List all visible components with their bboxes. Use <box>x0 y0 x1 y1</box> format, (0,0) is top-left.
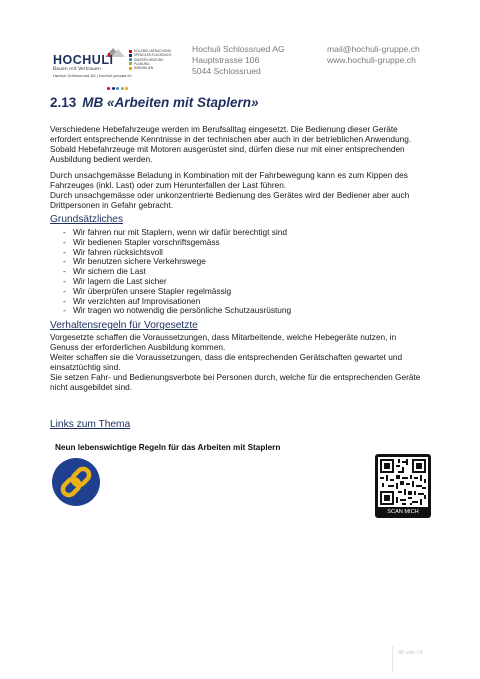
text-line: Durch unsachgemässe oder unkonzentrierte Bedienung des Gerätes wird der Bediener aber auch <box>50 190 410 200</box>
logo-service: HOLZBAU-BEDACHUNG <box>129 49 171 53</box>
list-item: - Wir tragen wo notwendig die persönliche Schutzausrüstung <box>63 305 292 316</box>
logo-wordmark: HOCHULI <box>53 53 114 67</box>
qr-code-card[interactable] <box>375 454 431 518</box>
page-number: 40 von 74 <box>398 650 423 656</box>
list-item: - Wir lagern die Last sicher <box>63 275 167 286</box>
logo-tagline: Bauen mit Vertrauen <box>53 67 101 72</box>
chain-link-icon[interactable] <box>51 457 101 507</box>
text-line: Vorgesetzte schaffen die Voraussetzungen, dass Mitarbeitende, welche Hebegeräte nutzen, in <box>50 332 397 342</box>
text-line: Verschiedene Hebefahrzeuge werden im Berufsalltag eingesetzt. Die Bedienung dieser Geräte <box>50 124 398 134</box>
section-heading <box>50 95 259 110</box>
text-line: Fahrzeuges (inkl. Last) oder zum Herunterfallen der Last führen. <box>50 180 287 190</box>
principles-heading: Grundsätzliches <box>50 214 124 225</box>
list-item: - Wir verzichten auf Improvisationen <box>63 295 201 306</box>
logo-color-dots <box>107 75 130 94</box>
section-title: MB «Arbeiten mit Staplern» <box>82 95 259 110</box>
qr-scan-label: SCAN MICH <box>387 509 419 515</box>
text-line: Durch unsachgemässe Beladung in Kombination mit der Fahrbewegung kann es zum Kippen des <box>50 170 408 180</box>
company-address <box>192 44 285 77</box>
website-link[interactable]: www.hochuli-gruppe.ch <box>327 55 416 65</box>
logo-service: SANITÄR-HEIZUNG <box>129 58 171 62</box>
intro-paragraph <box>50 124 440 164</box>
link-item-title[interactable]: Neun lebenswichtige Regeln für das Arbeiten mit Staplern <box>55 443 281 452</box>
footer-divider <box>392 646 393 672</box>
principles-list <box>63 228 291 316</box>
text-line: Weiter schaffen sie die Voraussetzungen, dass die entsprechenden Gerätschaften gewartet und <box>50 352 403 362</box>
text-line: Sobald Hebefahrzeuge mit Motoren ausgerüstet sind, dürfen diese nur mit einer entsprechenden <box>50 144 405 154</box>
logo-subline: Hochuli Schlossrued AG | hochuli-gruppe.ch <box>53 74 132 78</box>
qr-code <box>378 457 428 507</box>
text-line: Sie setzen Fahr- und Bedienungsverbote bei Personen durch, welche für die entsprechenden Geräte <box>50 372 421 382</box>
section-number: 2.13 <box>50 95 77 110</box>
text-line: Drittpersonen in Gefahr gebracht. <box>50 200 174 210</box>
list-item: - Wir sichern die Last <box>63 266 146 277</box>
company-logo <box>53 44 183 84</box>
email-link[interactable]: mail@hochuli-gruppe.ch <box>327 44 420 54</box>
text-line: Ausbildung bedient werden. <box>50 154 153 164</box>
list-item: - Wir fahren rücksichtsvoll <box>63 246 163 257</box>
supervisors-paragraph <box>50 332 440 392</box>
company-name: Hochuli Schlossrued AG <box>192 44 285 54</box>
list-item: - Wir bedienen Stapler vorschriftsgemäss <box>63 236 220 247</box>
company-street: Hauptstrasse 106 <box>192 55 260 65</box>
logo-service: SPENGLER-FLACHDACH <box>129 53 171 57</box>
list-item: - Wir überprüfen unsere Stapler regelmässig <box>63 285 232 296</box>
text-line: nicht ausgebildet sind. <box>50 382 133 392</box>
list-item: - Wir fahren nur mit Staplern, wenn wir dafür berechtigt sind <box>63 227 287 237</box>
logo-services-list <box>129 49 171 70</box>
company-contact <box>327 44 420 66</box>
dangers-paragraph <box>50 170 440 210</box>
links-heading: Links zum Thema <box>50 419 131 430</box>
logo-service: IMMOBILIEN <box>129 66 171 70</box>
text-line: erfordert entsprechende Kenntnisse in der technischen aber auch in der betrieblichen Anwendung. <box>50 134 412 144</box>
list-item: - Wir benutzen sichere Verkehrswege <box>63 256 206 267</box>
logo-service: PLANUNG <box>129 62 171 66</box>
company-city: 5044 Schlossrued <box>192 66 261 76</box>
text-line: einsatztüchtig sind. <box>50 362 121 372</box>
text-line: Genuss der erforderlichen Ausbildung kommen. <box>50 342 226 352</box>
supervisors-heading: Verhaltensregeln für Vorgesetzte <box>50 320 198 331</box>
